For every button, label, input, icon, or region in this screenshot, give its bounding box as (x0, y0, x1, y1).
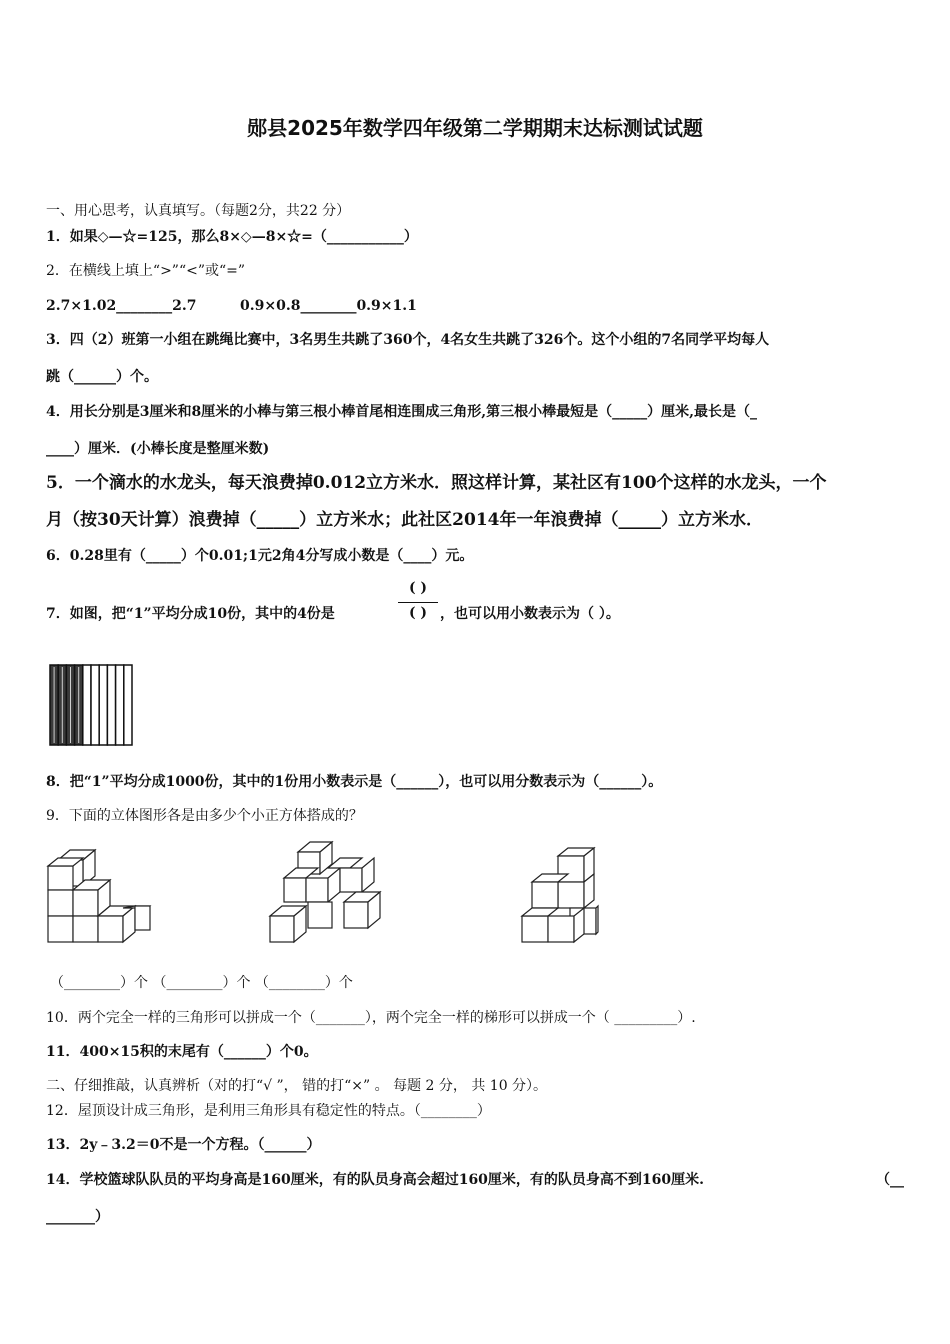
question-12: 12．屋顶设计成三角形，是利用三角形具有稳定性的特点。（________） (46, 1103, 491, 1119)
strip-part-empty (116, 665, 124, 745)
cube-face (73, 916, 98, 942)
cube-face (48, 890, 73, 916)
cube-face (596, 906, 598, 934)
cube-face (522, 916, 548, 942)
cube-face (270, 916, 294, 942)
cube-face (558, 882, 584, 908)
fraction-denominator: ( ) (408, 605, 428, 621)
cube-face (73, 890, 98, 916)
cube-face (532, 882, 558, 908)
cube-figure-3 (518, 846, 608, 946)
page-title: 郧县2025年数学四年级第二学期期末达标测试试题 (247, 116, 703, 140)
question-3-line2: 跳（______）个。 (46, 369, 158, 385)
question-4-line1: 4．用长分别是3厘米和8厘米的小棒与第三根小棒首尾相连围成三角形,第三根小棒最短是（_____）厘米,最长是（_ (46, 404, 757, 420)
question-8: 8．把“1”平均分成1000份，其中的1份用小数表示是（______），也可以用分数表示为（______）。 (46, 774, 663, 790)
question-5-line2: 月（按30天计算）浪费掉（_____）立方米水；此社区2014年一年浪费掉（_____）立方米水． (46, 510, 763, 530)
question-7-text-after: ，也可以用小数表示为（ ）。 (440, 606, 620, 622)
cube-face (284, 878, 306, 902)
question-7-text-before: 7．如图，把“1”平均分成10份，其中的4份是 (46, 606, 335, 622)
section2-header: 二、仔细推敲，认真辨析（对的打“√ ”， 错的打“×” 。 每题 2 分， 共 10 分）。 (46, 1078, 548, 1094)
cube-face (362, 858, 374, 892)
strip-part-empty (107, 665, 115, 745)
question-10: 10．两个完全一样的三角形可以拼成一个（_______），两个完全一样的梯形可以拼成一个（ _________）. (46, 1010, 696, 1026)
strip-part-empty (83, 665, 91, 745)
question-4-line2: ____）厘米．(小棒长度是整厘米数) (46, 441, 270, 457)
fraction-bar (398, 602, 438, 603)
cube-figure-2 (268, 838, 388, 946)
question-5-line1: 5．一个滴水的水龙头，每天浪费掉0.012立方米水．照这样计算，某社区有100个这样的水龙头，一个 (46, 473, 827, 493)
question-13: 13．2y﹣3.2＝0不是一个方程。（______） (46, 1137, 321, 1153)
strip-part-empty (124, 665, 132, 745)
question-1: 1．如果◇—☆=125，那么8×◇—8×☆=（___________） (46, 229, 418, 245)
cube-face (340, 868, 362, 892)
question-14-line2: _______） (46, 1209, 109, 1225)
question-14-blank-start: （__ (876, 1172, 904, 1188)
cube-face (284, 868, 318, 878)
strip-part-empty (99, 665, 107, 745)
cube-face (328, 868, 340, 902)
cube-face (306, 878, 328, 902)
fraction-numerator: ( ) (408, 580, 428, 596)
strip-part-empty (91, 665, 99, 745)
cube-face (308, 902, 332, 928)
question-9-answers: （________）个 （________）个 （________）个 (50, 975, 353, 991)
question-2-part-a: 2.7×1.02________2.7 (46, 298, 197, 314)
cube-face (344, 902, 368, 928)
cube-face (48, 916, 73, 942)
cube-face (135, 906, 150, 930)
cube-figure-1 (46, 846, 156, 946)
cube-face (48, 866, 73, 890)
question-6: 6．0.28里有（_____）个0.01;1元2角4分写成小数是（____）元。 (46, 548, 474, 564)
question-2-part-b: 0.9×0.8________0.9×1.1 (240, 298, 417, 314)
question-14-line1: 14．学校篮球队队员的平均身高是160厘米，有的队员身高会超过160厘米，有的队员身高不到160厘米. (46, 1172, 705, 1188)
fraction-strip-diagram (49, 664, 133, 746)
question-3-line1: 3．四（2）班第一小组在跳绳比赛中，3名男生共跳了360个，4名女生共跳了326个。这个小组的7名同学平均每人 (46, 332, 770, 348)
question-11: 11．400×15积的末尾有（______）个0。 (46, 1044, 318, 1060)
section1-header: 一、用心思考，认真填写。（每题2分，共22 分） (46, 203, 351, 219)
question-2-prompt: 2．在横线上填上“>”“<”或“=” (46, 263, 246, 279)
cube-face (522, 908, 558, 916)
cube-face (328, 858, 362, 868)
cube-face (98, 916, 123, 942)
question-9-prompt: 9．下面的立体图形各是由多少个小正方体搭成的？ (46, 808, 363, 824)
cube-face (548, 916, 574, 942)
